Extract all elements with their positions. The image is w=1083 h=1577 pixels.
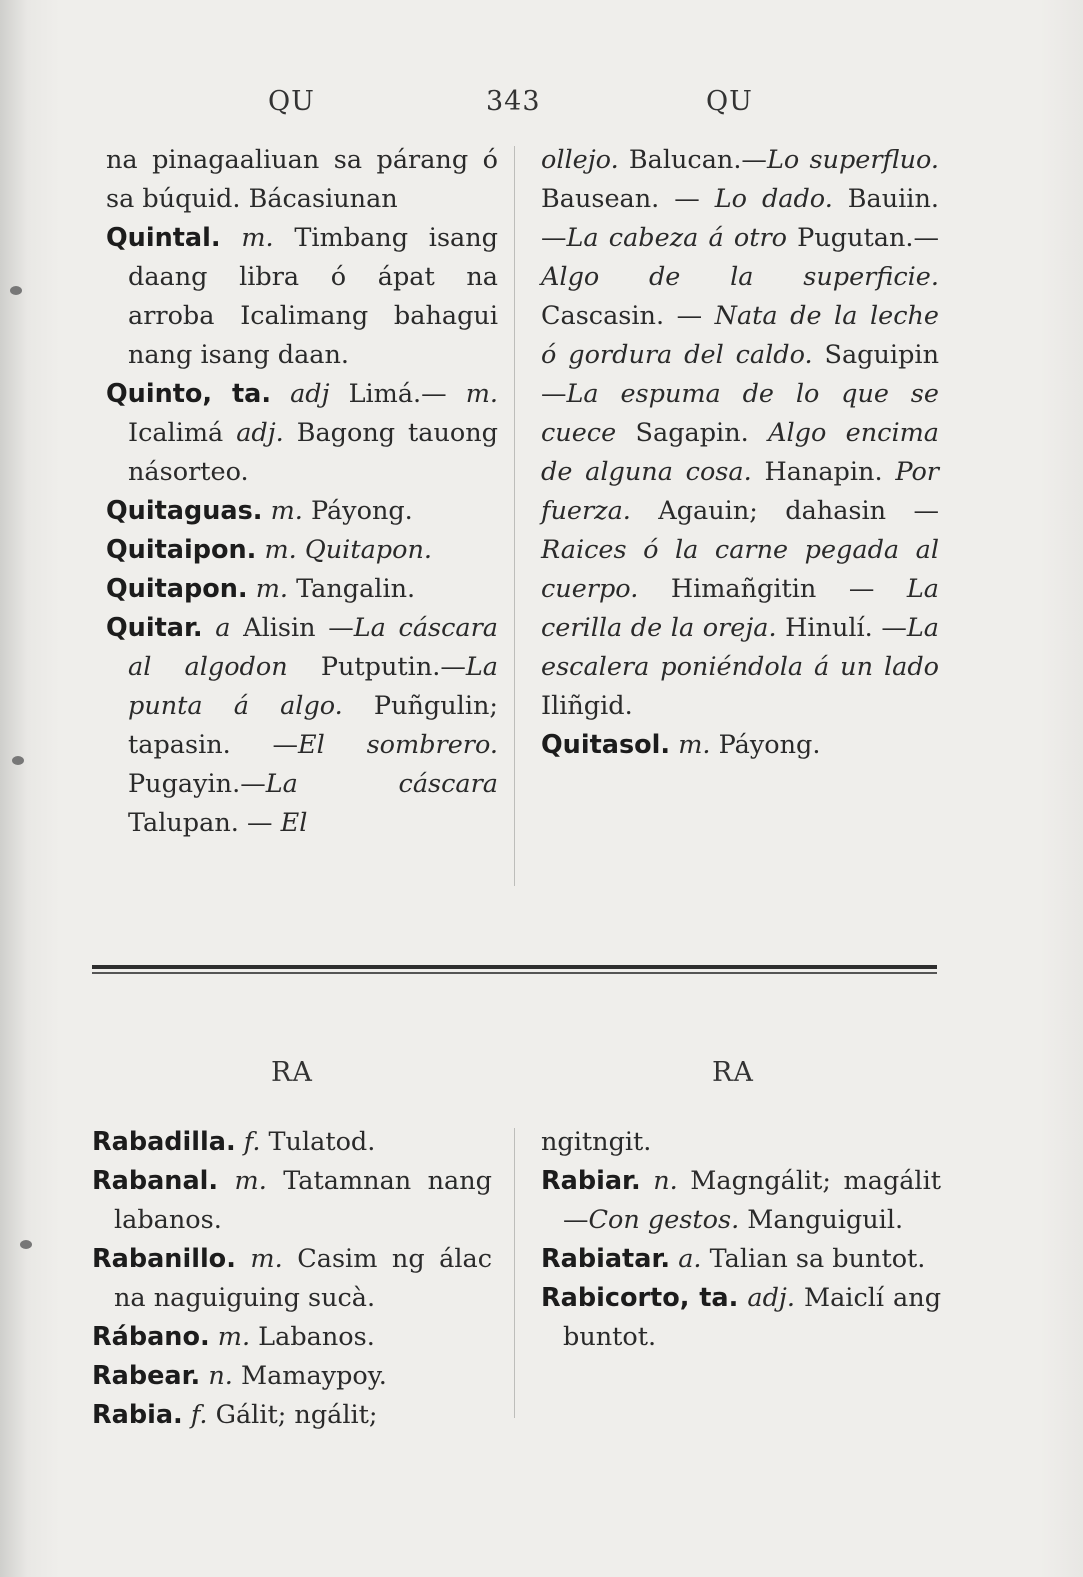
definition-text: [210, 1322, 218, 1352]
italic-text: m.: [217, 1322, 251, 1352]
italic-text: La espuma de lo que se cuece: [541, 379, 939, 448]
page-number: 343: [486, 86, 541, 117]
italic-text: El: [280, 808, 308, 838]
definition-text: [203, 613, 216, 643]
italic-text: m.: [250, 1244, 283, 1274]
italic-text: Nata de la leche ó gordura del caldo.: [541, 301, 939, 370]
dictionary-entry: [92, 1357, 492, 1396]
definition-text: Gálit; ngálit;: [207, 1400, 378, 1430]
definition-text: [236, 1244, 251, 1274]
italic-text: La cáscara: [265, 769, 498, 799]
definition-text: Labanos.: [250, 1322, 375, 1352]
definition-text: Talian sa buntot.: [701, 1244, 926, 1274]
definition-text: [236, 1127, 244, 1157]
definition-text: [297, 535, 305, 565]
italic-text: n.: [208, 1361, 233, 1391]
definition-text: Sagapin.: [616, 418, 769, 448]
margin-mark: [12, 756, 24, 765]
italic-text: m.: [465, 379, 499, 409]
italic-text: Lo superfluo.: [766, 145, 940, 175]
section-rule-thin: [92, 972, 937, 974]
definition-text: Agauin; dahasin —: [630, 496, 939, 526]
headword: Rabiar.: [541, 1166, 641, 1196]
italic-text: ollejo.: [541, 145, 619, 175]
italic-text: n.: [653, 1166, 678, 1196]
definition-text: Saguipin —: [541, 340, 939, 409]
definition-text: Tulatod.: [260, 1127, 376, 1157]
definition-text: Magngálit; magálit —: [563, 1166, 941, 1235]
definition-text: Manguiguil.: [739, 1205, 904, 1235]
italic-text: m.: [234, 1166, 267, 1196]
definition-text: Páyong.: [302, 496, 413, 526]
headword: Quintal.: [106, 223, 221, 253]
headword: Quitar.: [106, 613, 203, 643]
headword: Rabia.: [92, 1400, 183, 1430]
definition-text: Alisin —: [230, 613, 354, 643]
column-divider: [514, 146, 515, 886]
dictionary-entry: [92, 1123, 492, 1162]
headword: Rabanal.: [92, 1166, 219, 1196]
definition-text: [641, 1166, 654, 1196]
italic-text: Algo de la superficie.: [541, 262, 939, 292]
top-left-column: [106, 141, 498, 843]
definition-text: Himañgitin —: [638, 574, 907, 604]
definition-text: Hanapin.: [751, 457, 896, 487]
dictionary-entry: [106, 609, 498, 843]
definition-text: [183, 1400, 191, 1430]
dictionary-entry: [541, 1162, 941, 1240]
italic-text: Con gestos.: [588, 1205, 740, 1235]
definition-text: Tatamnan nang labanos.: [114, 1166, 493, 1235]
dictionary-entry: [541, 726, 939, 765]
dictionary-entry: [92, 1162, 492, 1240]
headword: Quitaipon.: [106, 535, 257, 565]
top-right-column: [541, 141, 939, 765]
running-head-right-ra: RA: [712, 1057, 754, 1088]
italic-text: Lo dado.: [714, 184, 833, 214]
italic-text: adj: [290, 379, 330, 409]
dictionary-entry: [541, 1240, 941, 1279]
italic-text: Por fuerza.: [541, 457, 939, 526]
dictionary-entry: [106, 375, 498, 492]
italic-text: a.: [678, 1244, 702, 1274]
headword: Quinto, ta.: [106, 379, 272, 409]
italic-text: m.: [241, 223, 274, 253]
definition-text: [221, 223, 242, 253]
definition-text: [670, 730, 678, 760]
definition-text: Pugutan.—: [787, 223, 939, 253]
definition-text: Icalimá: [128, 418, 237, 448]
italic-text: m.: [270, 496, 303, 526]
italic-text: Raices ó la carne pegada al cuerpo.: [541, 535, 939, 604]
definition-text: Bagong tauong násorteo.: [128, 418, 498, 487]
italic-text: La punta á algo.: [128, 652, 498, 721]
italic-text: La cabeza á otro: [566, 223, 788, 253]
italic-text: La escalera poniéndola á un lado: [541, 613, 939, 682]
definition-text: Hinulí. —: [776, 613, 907, 643]
definition-text: Casim ng álac na naguiguing sucà.: [114, 1244, 493, 1313]
definition-text: Tangalin.: [288, 574, 416, 604]
definition-text: Mamaypoy.: [232, 1361, 387, 1391]
definition-text: Balucan.—: [618, 145, 767, 175]
dictionary-entry: [106, 219, 498, 375]
running-head-right: QU: [706, 86, 753, 117]
running-head-left-ra: RA: [271, 1057, 313, 1088]
definition-text: [262, 496, 270, 526]
dictionary-entry: [106, 492, 498, 531]
margin-mark: [20, 1240, 32, 1249]
italic-text: m.: [264, 535, 297, 565]
headword: Quitapon.: [106, 574, 248, 604]
definition-text: ngitngit.: [541, 1127, 652, 1157]
entry-continuation: [106, 141, 498, 219]
definition-text: Bausean. —: [541, 184, 715, 214]
italic-text: Algo encima de alguna cosa.: [541, 418, 940, 487]
italic-text: La cáscara al algodon: [128, 613, 499, 682]
entry-continuation: [541, 141, 939, 726]
italic-text: m.: [678, 730, 711, 760]
definition-text: Iliñgid.: [541, 691, 633, 721]
definition-text: Páyong.: [710, 730, 821, 760]
italic-text: adj.: [747, 1283, 795, 1313]
italic-text: adj.: [236, 418, 284, 448]
italic-text: El sombrero.: [298, 730, 498, 760]
margin-mark: [10, 286, 22, 295]
headword: Quitasol.: [541, 730, 671, 760]
dictionary-entry: [106, 531, 498, 570]
dictionary-entry: [92, 1240, 492, 1318]
definition-text: Timbang isang daang libra ó ápat na arroba Icalimang bahagui nang isang daan.: [128, 223, 498, 370]
definition-text: [271, 379, 290, 409]
definition-text: Pugayin.—: [128, 769, 266, 799]
italic-text: m.: [255, 574, 288, 604]
italic-text: a: [215, 613, 231, 643]
italic-text: La cerilla de la oreja.: [541, 574, 939, 643]
definition-text: [248, 574, 256, 604]
italic-text: f.: [190, 1400, 208, 1430]
definition-text: na pinagaaliuan sa párang ó sa búquid. Bácasiunan: [106, 145, 498, 214]
headword: Quitaguas.: [106, 496, 263, 526]
definition-text: Bauiin. —: [541, 184, 939, 253]
dictionary-entry: [106, 570, 498, 609]
headword: Rabicorto, ta.: [541, 1283, 739, 1313]
definition-text: Cascasin. —: [541, 301, 715, 331]
definition-text: Puñgulin; tapasin. —: [128, 691, 498, 760]
definition-text: Maiclí ang buntot.: [563, 1283, 942, 1352]
dictionary-entry: [92, 1318, 492, 1357]
definition-text: Putputin.—: [287, 652, 466, 682]
bottom-right-column: [541, 1123, 941, 1357]
italic-text: f.: [243, 1127, 261, 1157]
definition-text: Talupan. —: [128, 808, 281, 838]
headword: Rabear.: [92, 1361, 201, 1391]
section-rule-thick: [92, 965, 937, 969]
headword: Rábano.: [92, 1322, 210, 1352]
dictionary-entry: [541, 1279, 941, 1357]
italic-text: Quitapon.: [304, 535, 432, 565]
column-divider-bottom: [514, 1128, 515, 1418]
running-head-left: QU: [268, 86, 315, 117]
entry-continuation: [541, 1123, 941, 1162]
definition-text: Limá.—: [329, 379, 466, 409]
headword: Rabiatar.: [541, 1244, 671, 1274]
bottom-left-column: [92, 1123, 492, 1435]
definition-text: [218, 1166, 234, 1196]
dictionary-entry: [92, 1396, 492, 1435]
headword: Rabadilla.: [92, 1127, 236, 1157]
definition-text: [670, 1244, 678, 1274]
headword: Rabanillo.: [92, 1244, 236, 1274]
